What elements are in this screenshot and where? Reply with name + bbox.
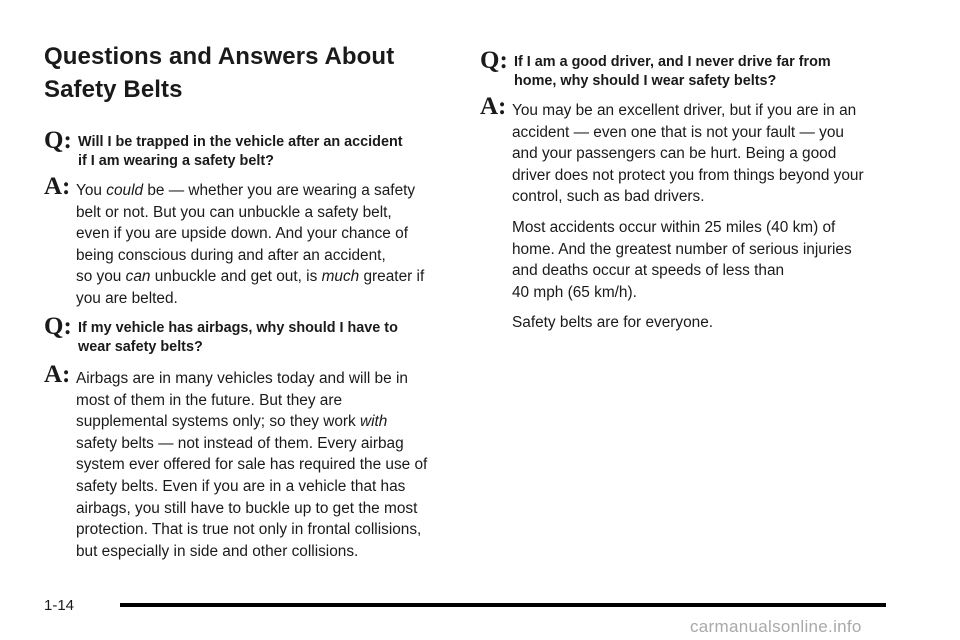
- question-marker: Q:: [44, 127, 72, 154]
- text-run: home. And the greatest number of serious injuries: [512, 240, 852, 258]
- text-run: control, such as bad drivers.: [512, 188, 705, 206]
- text-run: Safety belts are for everyone.: [512, 314, 714, 332]
- answer-paragraph: [76, 180, 424, 310]
- text-run: safety belts. Even if you are in a vehicle that has: [76, 477, 406, 495]
- answer-line: [512, 122, 864, 144]
- answer-line: [512, 239, 864, 261]
- text-run: unbuckle and get out, is: [150, 268, 322, 286]
- answer-line: [76, 390, 427, 412]
- emphasized-text: much: [321, 268, 360, 286]
- answer-line: [76, 433, 427, 455]
- page-number: 1-14: [44, 597, 75, 614]
- section-title-line: Safety Belts: [44, 76, 183, 103]
- answer-line: [76, 245, 424, 267]
- answer-line: [76, 223, 424, 245]
- text-run: you are belted.: [76, 289, 178, 307]
- text-run: so you: [76, 268, 126, 286]
- question-text: [78, 133, 403, 171]
- text-run: even if you are upside down. And your chance of: [76, 225, 408, 243]
- question-line: home, why should I wear safety belts?: [514, 73, 777, 89]
- watermark: carmanualsonline.info: [690, 617, 862, 636]
- answer-line: [76, 454, 427, 476]
- text-run: supplemental systems only; so they work: [76, 413, 360, 431]
- question-marker: Q:: [44, 313, 72, 340]
- text-run: Airbags are in many vehicles today and will be in: [76, 370, 408, 387]
- text-run: greater if: [359, 268, 425, 286]
- question-line: if I am wearing a safety belt?: [78, 153, 274, 169]
- emphasized-text: can: [125, 268, 151, 286]
- answer-marker: A:: [44, 361, 71, 388]
- answer-marker: A:: [480, 93, 507, 120]
- answer-line: [512, 100, 864, 122]
- emphasized-text: could: [106, 182, 144, 199]
- question-line: If my vehicle has airbags, why should I have to: [78, 320, 398, 336]
- text-run: You: [76, 182, 107, 199]
- text-run: but especially in side and other collisions.: [76, 542, 359, 560]
- answer-paragraph: [76, 368, 427, 562]
- text-run: 40 mph (65 km/h).: [512, 283, 637, 301]
- question-marker: Q:: [480, 47, 508, 74]
- answer-line: [512, 165, 864, 187]
- answer-line: [76, 368, 427, 390]
- answer-line: [76, 541, 427, 563]
- answer-paragraph: [512, 312, 864, 334]
- answer-marker: A:: [44, 173, 71, 200]
- answer-line: [76, 266, 424, 288]
- answer-line: [512, 143, 864, 165]
- answer-line: [76, 498, 427, 520]
- text-run: Most accidents occur within 25 miles (40 km) of: [512, 218, 836, 236]
- text-run: being conscious during and after an accident,: [76, 246, 386, 264]
- answer-line: [512, 282, 864, 304]
- answer-line: [76, 519, 427, 541]
- text-run: airbags, you still have to buckle up to get the most: [76, 499, 418, 517]
- section-title: [44, 40, 394, 106]
- answer-line: [76, 202, 424, 224]
- question-line: Will I be trapped in the vehicle after an accident: [78, 134, 403, 150]
- question-line: If I am a good driver, and I never drive far from: [514, 54, 831, 70]
- answer-paragraph: [512, 100, 864, 208]
- text-run: be — whether you are wearing a safety: [143, 182, 416, 199]
- question-text: [78, 319, 398, 357]
- section-title-line: Questions and Answers About: [44, 43, 395, 70]
- answer-text: [512, 100, 864, 334]
- answer-line: [76, 476, 427, 498]
- emphasized-text: with: [360, 413, 388, 431]
- text-run: protection. That is true not only in frontal collisions,: [76, 521, 422, 539]
- question-line: wear safety belts?: [78, 339, 203, 355]
- text-run: safety belts — not instead of them. Every airbag: [76, 434, 404, 452]
- text-run: and deaths occur at speeds of less than: [512, 262, 785, 280]
- answer-line: [512, 186, 864, 208]
- answer-line: [512, 312, 864, 334]
- answer-text: [76, 368, 427, 562]
- answer-line: [512, 260, 864, 282]
- answer-line: [76, 411, 427, 433]
- answer-line: [512, 217, 864, 239]
- question-text: [514, 53, 831, 91]
- text-run: You may be an excellent driver, but if you are in an: [512, 102, 857, 119]
- answer-paragraph: [512, 217, 864, 303]
- text-run: accident — even one that is not your fault — you: [512, 123, 844, 141]
- text-run: most of them in the future. But they are: [76, 391, 343, 409]
- text-run: driver does not protect you from things beyond your: [512, 166, 864, 184]
- text-run: system ever offered for sale has required the use of: [76, 456, 428, 474]
- text-run: and your passengers can be hurt. Being a good: [512, 145, 837, 163]
- answer-line: [76, 180, 424, 202]
- text-run: belt or not. But you can unbuckle a safety belt,: [76, 203, 392, 221]
- answer-line: [76, 288, 424, 310]
- answer-text: [76, 180, 424, 310]
- footer-rule: [120, 603, 886, 607]
